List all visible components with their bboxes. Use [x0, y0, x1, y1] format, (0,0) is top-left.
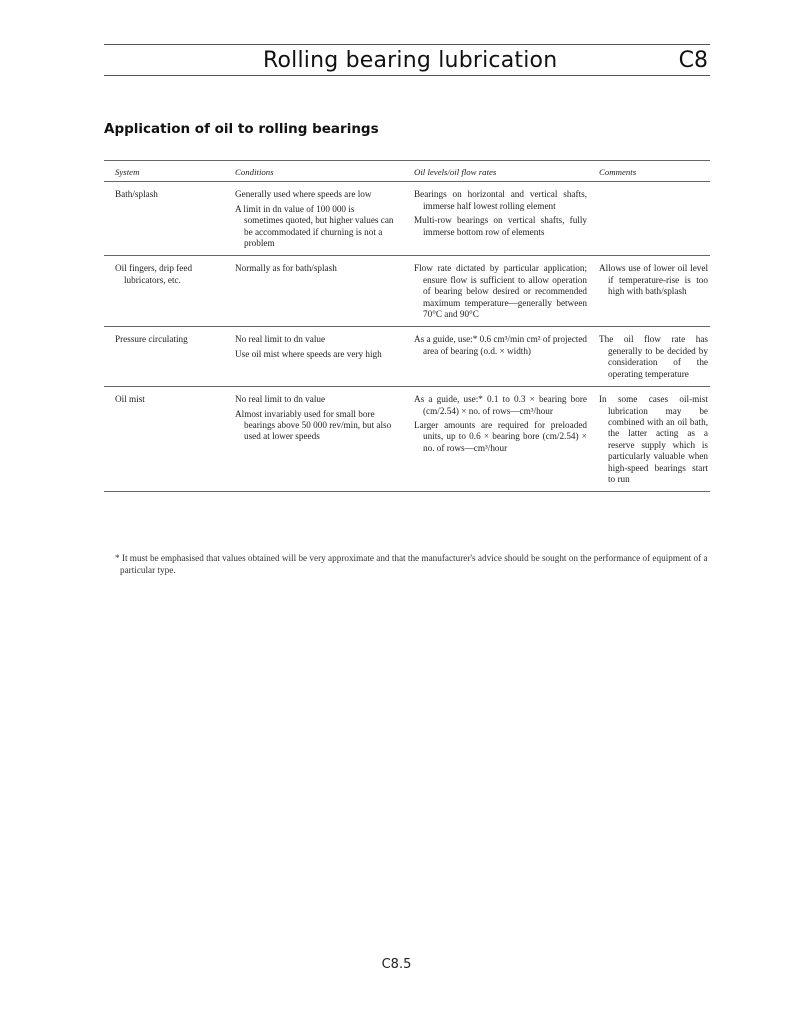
header-bottom-rule [104, 75, 710, 76]
table-row [104, 182, 710, 256]
conditions-text: Use oil mist where speeds are very high [235, 348, 382, 359]
conditions-text: A limit in dn value of 100 000 is sometimes quoted, but higher values can be accommodated if churning is not a problem [235, 203, 394, 249]
column-header-comments: Comments [599, 167, 637, 177]
oil-application-table [104, 160, 710, 492]
cell-conditions [219, 189, 404, 249]
conditions-text: No real limit to dn value [235, 394, 326, 405]
cell-comments [591, 263, 710, 320]
conditions-text: Normally as for bath/splash [235, 263, 337, 274]
flow-text: As a guide, use:* 0.1 to 0.3 × bearing bore (cm/2.54) × no. of rows—cm³/hour [414, 394, 587, 416]
table-row [104, 387, 710, 492]
page-header-code: C8 [678, 48, 708, 73]
cell-flow [404, 263, 591, 320]
column-header-flow: Oil levels/oil flow rates [414, 167, 497, 177]
cell-comments [591, 189, 710, 249]
cell-conditions [219, 334, 404, 380]
cell-system: Bath/splash [115, 189, 158, 200]
cell-flow [404, 334, 591, 380]
flow-text: Flow rate dictated by particular application; ensure flow is sufficient to allow operation of bearing below desired or recommended maximum temperature—generally between 70°C and 90°C [414, 263, 587, 320]
conditions-text: Generally used where speeds are low [235, 189, 372, 200]
cell-conditions [219, 263, 404, 320]
flow-text: Bearings on horizontal and vertical shafts, immerse half lowest rolling element [414, 189, 587, 211]
column-header-system: System [115, 167, 140, 177]
cell-flow [404, 394, 591, 485]
table-footnote: * It must be emphasised that values obtained will be very approximate and that the manufacturer's advice should be sought on the performance of equipment of a particular type. [115, 553, 708, 575]
section-title: Application of oil to rolling bearings [104, 121, 379, 137]
table-row [104, 256, 710, 327]
cell-system [104, 263, 219, 320]
cell-flow [404, 189, 591, 249]
cell-system: Pressure circulating [115, 334, 188, 345]
page-header-title: Rolling bearing lubrication [263, 48, 558, 73]
flow-text: Multi-row bearings on vertical shafts, fully immerse bottom row of elements [414, 215, 587, 237]
flow-text: As a guide, use:* 0.6 cm³/min cm² of projected area of bearing (o.d. × width) [414, 334, 587, 356]
cell-comments [591, 334, 710, 380]
table-row [104, 327, 710, 387]
cell-system: Oil mist [115, 394, 145, 405]
column-header-conditions: Conditions [235, 167, 274, 177]
header-top-rule [104, 44, 710, 45]
page-number: C8.5 [381, 957, 412, 972]
table-header-row [104, 160, 710, 182]
comments-text: The oil flow rate has generally to be decided by consideration of the operating temperature [599, 334, 708, 379]
comments-text: In some cases oil-mist lubrication may be combined with an oil bath, the latter acting as a reserve supply which is particularly valuable when high-speed bearings start to run [599, 394, 708, 484]
cell-comments [591, 394, 710, 485]
conditions-text: No real limit to dn value [235, 334, 326, 345]
cell-conditions [219, 394, 404, 485]
flow-text: Larger amounts are required for preloaded units, up to 0.6 × bearing bore (cm/2.54) × no. of rows—cm³/hour [414, 419, 587, 453]
comments-text: Allows use of lower oil level if temperature-rise is too high with bath/splash [599, 263, 708, 297]
system-text: Oil fingers, drip feed lubricators, etc. [115, 263, 193, 285]
conditions-text: Almost invariably used for small bore bearings above 50 000 rev/min, but also used at lower speeds [235, 408, 392, 442]
